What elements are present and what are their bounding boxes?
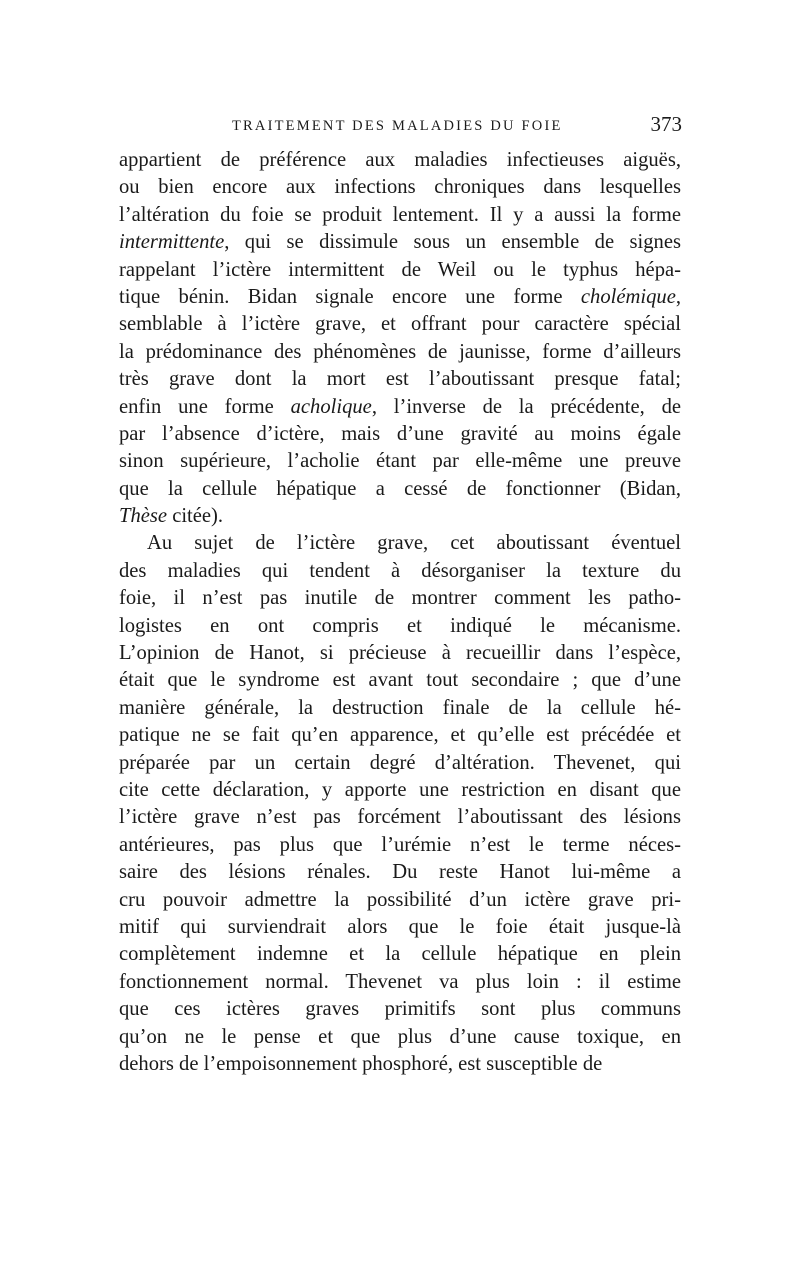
text-line (119, 859, 681, 886)
text-run: fonctionnement normal. Thevenet va plus loin : il estime (119, 970, 681, 993)
text-run: cite cette déclaration, y apporte une restriction en disant que (119, 778, 681, 801)
page-number: 373 (650, 112, 682, 136)
text-run: citée). (167, 505, 224, 528)
text-run: l’altération du foie se produit lentement. Il y a aussi la forme (119, 203, 681, 226)
text-line (119, 1051, 681, 1078)
text-line (119, 558, 681, 585)
italic-text: intermittente (119, 231, 225, 254)
text-line (119, 750, 681, 777)
text-line (119, 914, 681, 941)
text-run: que la cellule hépatique a cessé de fonctionner (Bidan, (119, 477, 681, 500)
text-run: était que le syndrome est avant tout secondaire ; que d’une (119, 669, 681, 692)
text-run: patique ne se fait qu’en apparence, et qu’elle est précédée et (119, 724, 681, 747)
text-run: L’opinion de Hanot, si précieuse à recueillir dans l’espèce, (119, 642, 681, 665)
text-run: semblable à l’ictère grave, et offrant pour caractère spécial (119, 313, 681, 336)
text-line (119, 832, 681, 859)
text-run: manière générale, la destruction finale de la cellule hé- (119, 696, 681, 719)
text-line (119, 147, 681, 174)
running-title: TRAITEMENT DES MALADIES DU FOIE (232, 118, 563, 134)
text-line (119, 339, 681, 366)
body-text (119, 147, 681, 1078)
text-line (119, 421, 681, 448)
text-run: des maladies qui tendent à désorganiser la texture du (119, 559, 681, 582)
text-line (119, 229, 681, 256)
text-line (119, 530, 681, 557)
text-line (119, 969, 681, 996)
text-line (119, 366, 681, 393)
italic-text: Thèse (119, 505, 168, 528)
paragraph (119, 147, 681, 530)
text-line (119, 722, 681, 749)
text-line (119, 1024, 681, 1051)
running-head (120, 112, 682, 142)
text-run: très grave dont la mort est l’aboutissant presque fatal; (119, 368, 681, 391)
text-line (119, 996, 681, 1023)
text-run: logistes en ont compris et indiqué le mécanisme. (119, 614, 681, 637)
text-line (119, 777, 681, 804)
text-line (119, 695, 681, 722)
text-run: , (675, 285, 681, 308)
text-line (119, 887, 681, 914)
text-run: qu’on ne le pense et que plus d’une cause toxique, en (119, 1025, 681, 1048)
text-run: par l’absence d’ictère, mais d’une gravité au moins égale (119, 422, 681, 445)
text-run: la prédominance des phénomènes de jaunisse, forme d’ailleurs (119, 340, 681, 363)
italic-text: cholémique (580, 285, 676, 308)
text-run: ou bien encore aux infections chroniques dans lesquelles (119, 176, 681, 199)
text-line (119, 174, 681, 201)
text-run: l’ictère grave n’est pas forcément l’aboutissant des lésions (119, 806, 681, 829)
text-line (119, 667, 681, 694)
text-line (119, 640, 681, 667)
text-run: tique bénin. Bidan signale encore une forme (119, 285, 581, 308)
text-line (119, 311, 681, 338)
text-line (119, 941, 681, 968)
text-run: antérieures, pas plus que l’urémie n’est le terme néces- (119, 833, 681, 856)
text-line (119, 804, 681, 831)
text-run: enfin une forme (119, 395, 291, 418)
text-run: saire des lésions rénales. Du reste Hanot lui-même a (119, 861, 681, 884)
text-line (119, 503, 681, 530)
text-run: rappelant l’ictère intermittent de Weil ou le typhus hépa- (119, 258, 681, 281)
text-line (119, 257, 681, 284)
text-run: , l’inverse de la précédente, de (371, 395, 681, 418)
text-run: que ces ictères graves primitifs sont plus communs (119, 998, 681, 1021)
text-run: foie, il n’est pas inutile de montrer comment les patho- (119, 587, 681, 610)
italic-text: acholique (290, 395, 372, 418)
text-line (119, 202, 681, 229)
text-run: préparée par un certain degré d’altération. Thevenet, qui (119, 751, 681, 774)
text-run: sinon supérieure, l’acholie étant par elle-même une preuve (119, 450, 681, 473)
text-run: appartient de préférence aux maladies infectieuses aiguës, (119, 149, 681, 171)
paragraph (119, 530, 681, 1078)
text-line (119, 284, 681, 311)
text-run: dehors de l’empoisonnement phosphoré, est susceptible de (119, 1052, 603, 1075)
text-run: , qui se dissimule sous un ensemble de signes (224, 231, 681, 254)
text-line (119, 394, 681, 421)
text-run: Au sujet de l’ictère grave, cet aboutissant éventuel (147, 532, 681, 555)
text-line (119, 613, 681, 640)
text-run: complètement indemne et la cellule hépatique en plein (119, 943, 681, 966)
text-line (119, 585, 681, 612)
text-line (119, 448, 681, 475)
text-run: mitif qui surviendrait alors que le foie était jusque-là (119, 915, 681, 938)
text-run: cru pouvoir admettre la possibilité d’un ictère grave pri- (119, 888, 681, 911)
text-line (119, 476, 681, 503)
